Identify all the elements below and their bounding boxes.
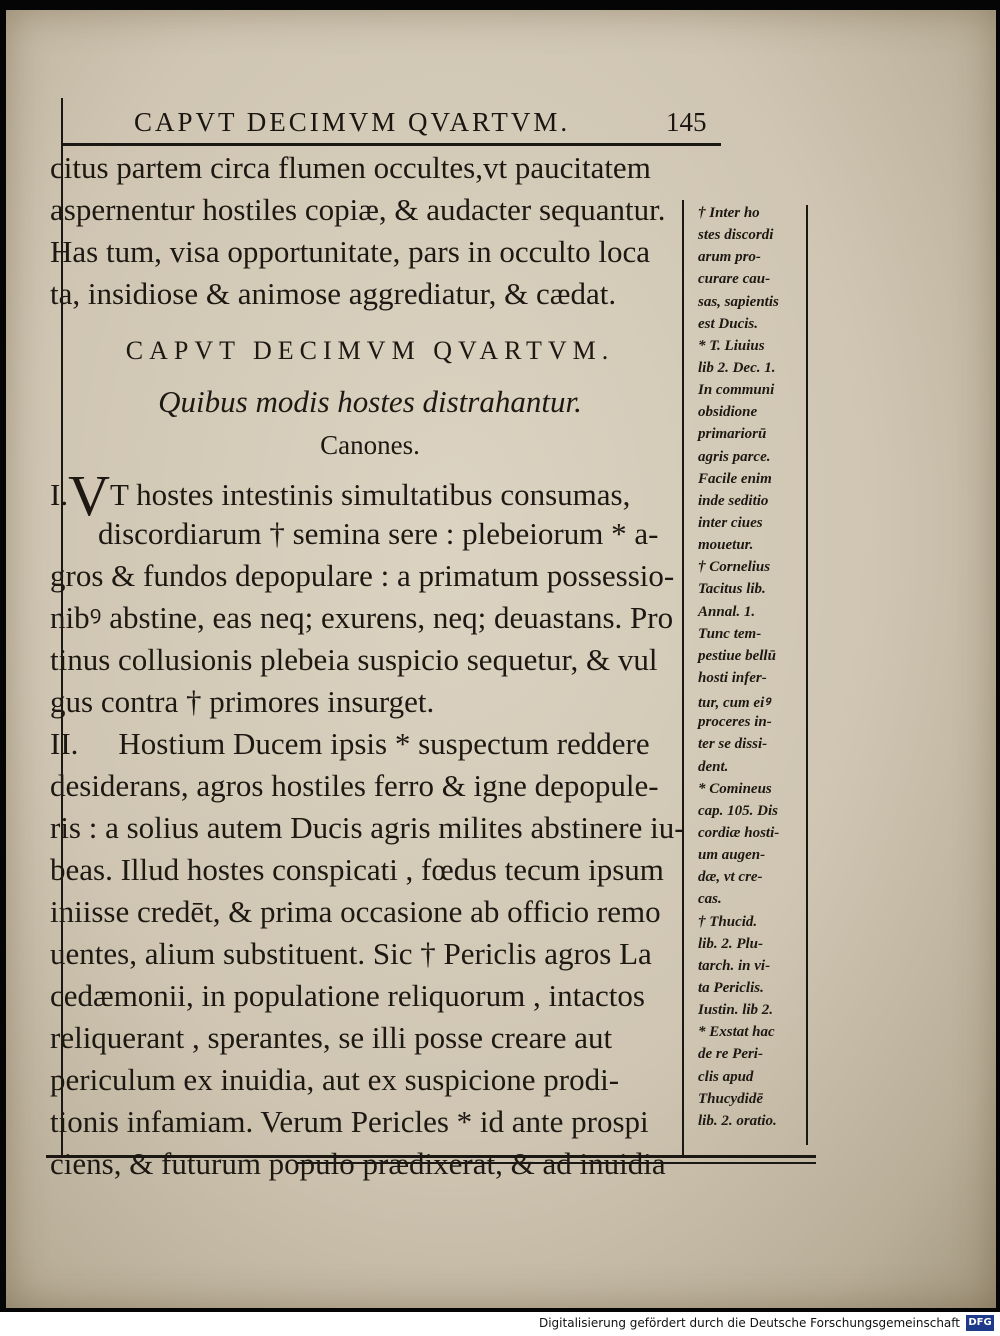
- marginal-note-line: est Ducis.: [698, 316, 758, 332]
- marginal-note-line: tarch. in vi-: [698, 958, 771, 974]
- marginal-note-line: Thucydidē: [698, 1091, 763, 1107]
- marginal-note-line: arum pro-: [698, 249, 761, 265]
- marginal-note-line: tur, cum eiꝰ: [698, 695, 770, 711]
- text-line: ris : a solius autem Ducis agris milites abstinere iu-: [50, 810, 685, 845]
- text-line: tionis infamiam. Verum Pericles * id ante prospi: [50, 1104, 649, 1139]
- marginal-note-line: In communi: [698, 382, 775, 398]
- marginal-note-line: cordiæ hosti-: [698, 825, 780, 841]
- text-line: periculum ex inuidia, aut ex suspicione prodi-: [50, 1062, 620, 1097]
- footer-text: Digitalisierung gefördert durch die Deutsche Forschungsgemeinschaft: [538, 1316, 960, 1330]
- marginal-note-line: † Cornelius: [698, 559, 771, 575]
- marginal-note-line: * Comineus: [698, 781, 772, 797]
- marginal-note-line: stes discordi: [698, 227, 774, 243]
- text-line: gus contra † primores insurget.: [50, 684, 435, 719]
- marginal-note-line: curare cau-: [698, 271, 771, 287]
- text-line: discordiarum † semina sere : plebeiorum * a-: [98, 516, 659, 551]
- marginal-notes: [690, 205, 808, 1145]
- text-line: uentes, alium substituent. Sic † Periclis agros La: [50, 936, 652, 971]
- canon-1-first-line: [50, 463, 631, 528]
- marginal-note-line: inde seditio: [698, 493, 769, 509]
- marginal-note-line: cas.: [698, 891, 722, 907]
- marginal-note-line: dæ, vt cre-: [698, 869, 763, 885]
- text-line: gros & fundos depopulare : a primatum possessio-: [50, 558, 675, 593]
- marginal-note-line: um augen-: [698, 847, 766, 863]
- marginal-note-line: hosti infer-: [698, 670, 767, 686]
- marginal-note-line: cap. 105. Dis: [698, 803, 778, 819]
- text-line: reliquerant , sperantes, se illi posse creare aut: [50, 1020, 613, 1055]
- marginal-note-line: † Thucid.: [698, 914, 758, 930]
- marginal-note-line: Annal. 1.: [698, 604, 756, 620]
- main-text: [50, 150, 700, 1181]
- text-line: aspernentur hostiles copiæ, & audacter sequantur.: [50, 192, 666, 227]
- marginal-note-line: primariorū: [698, 426, 767, 442]
- page-number: 145: [666, 107, 707, 137]
- marginal-note-line: inter ciues: [698, 515, 763, 531]
- marginal-note-line: ter se dissi-: [698, 736, 768, 752]
- text-line: cedæmonii, in populatione reliquorum , intactos: [50, 978, 645, 1013]
- section-heading: Canones.: [320, 430, 420, 460]
- text-line: citus partem circa flumen occultes,vt paucitatem: [50, 150, 651, 185]
- marginal-note-line: † Inter ho: [698, 205, 760, 221]
- marginal-note-line: Tunc tem-: [698, 626, 762, 642]
- canon-2-first-line: [50, 726, 650, 762]
- text-line: nibꝰ abstine, eas neq; exurens, neq; deuastans. Pro: [50, 600, 674, 635]
- marginal-note-line: pestiue bellū: [698, 648, 776, 664]
- canon-1-number: I.: [50, 477, 69, 512]
- text-line: ciens, & futurum populo prædixerat, & ad inuidiā: [50, 1146, 666, 1181]
- marginal-note-line: ta Periclis.: [698, 980, 764, 996]
- text-line: desiderans, agros hostiles ferro & igne depopule-: [50, 768, 659, 803]
- text-line: ta, insidiose & animose aggrediatur, & cædat.: [50, 276, 617, 311]
- text-line: tinus collusionis plebeia suspicio sequetur, & vul: [50, 642, 658, 677]
- text-line: Has tum, visa opportunitate, pars in occulto loca: [50, 234, 651, 269]
- marginal-note-line: mouetur.: [698, 537, 754, 553]
- marginal-note-line: agris parce.: [698, 449, 771, 465]
- marginal-note-line: sas, sapientis: [698, 294, 779, 310]
- marginal-note-line: lib. 2. Plu-: [698, 936, 764, 952]
- footer-bar: [0, 1312, 1000, 1336]
- marginal-note-line: Tacitus lib.: [698, 581, 766, 597]
- marginal-note-line: proceres in-: [698, 714, 772, 730]
- marginal-note-line: lib 2. Dec. 1.: [698, 360, 776, 376]
- text-line: iniisse credēt, & prima occasione ab officio remo: [50, 894, 661, 929]
- running-head-title: CAPVT DECIMVM QVARTVM.: [134, 107, 571, 137]
- marginal-note-line: Iustin. lib 2.: [698, 1002, 774, 1018]
- canon-2-number: II.: [50, 726, 79, 761]
- marginal-note-line: dent.: [698, 759, 729, 775]
- marginal-note-line: clis apud: [698, 1069, 754, 1085]
- marginal-note-line: obsidione: [698, 404, 758, 420]
- canon-2-line-rest: Hostium Ducem ipsis * suspectum reddere: [118, 726, 650, 761]
- marginal-note-line: de re Peri-: [698, 1046, 763, 1062]
- chapter-title: CAPVT DECIMVM QVARTVM.: [125, 336, 615, 365]
- marginal-note-line: * T. Liuius: [698, 338, 765, 354]
- book-page: [6, 10, 996, 1308]
- canon-1-line-rest: T hostes intestinis simultatibus consumas,: [109, 477, 631, 512]
- text-line: beas. Illud hostes conspicati , fœdus tecum ipsum: [50, 852, 664, 887]
- dfg-logo: DFG: [966, 1315, 994, 1331]
- chapter-subtitle: Quibus modis hostes distrahantur.: [158, 384, 582, 419]
- drop-cap: V: [68, 463, 110, 528]
- marginal-note-line: Facile enim: [698, 471, 772, 487]
- marginal-note-line: lib. 2. oratio.: [698, 1113, 777, 1129]
- marginal-note-line: * Exstat hac: [698, 1024, 775, 1040]
- running-head: [76, 105, 716, 145]
